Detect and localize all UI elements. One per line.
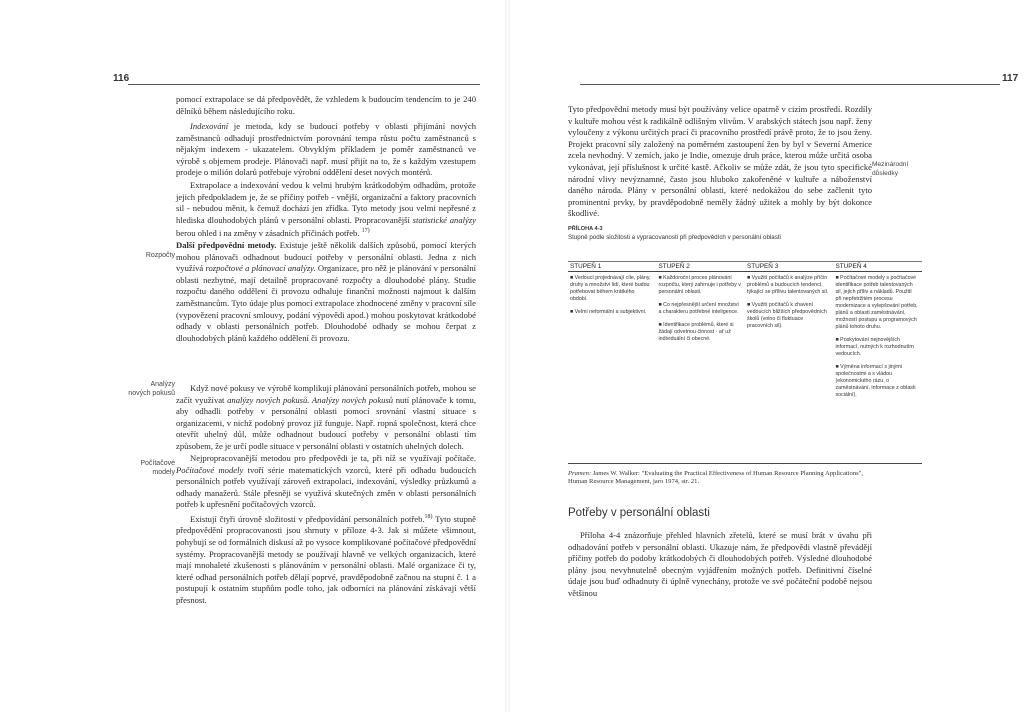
paragraph-other-methods: Další předpovědní metody. Existuje ještě několik dalších způsobů, pomocí kterých mohou plánovači odhadnout budoucí potřeby v personální oblasti. Jedna z nich využívá rozpočtové a plánovací analýzy. Organizace, pro něž je plánování v personální oblasti nezbytné, mají detailně propracované rozpočty a dlouhodobé plány. Studie rozpočtu daného oddělení či provozu odhaluje finanční možnosti najmout k dalším zaměstnancům. Tyto údaje plus pomocí extrapolace zhodnocené změny v pracovní síle (vypovězení pracovní smlouvy, podání výpovědi apod.) mohou poskytovat krátkodobé odhady v oblasti personálních potřeb. Dlouhodobé odhady se mohou čerpat z dlouhodobých plánů každého oddělení či provozu. — [176, 240, 477, 343]
page-number: 116 — [113, 73, 130, 84]
level-1-cell — [568, 272, 657, 406]
header-rule — [128, 84, 480, 85]
table-bottom-rule — [568, 463, 922, 464]
paragraph-rough-estimates: Extrapolace a indexování vedou k velmi hrubým krátkodobým odhadům, protože jejich předpokladem je, že se příčiny potřeb - vnější, organizační a faktory pracovních sil - nebudou měnit, k čemuž dochází jen zřídka. Tyto metody jsou velmi nepřesné z hlediska dlouhodobých plánů v personální oblasti. Propracovanější statistické analýzy berou ohled i na změny v zásadních příčinách potřeb. $^{17)}$ — [176, 180, 476, 239]
list-item: ■ Využití počítačů k analýze příčin problémů a budoucích tendencí, týkající se přílivu talentovaných sil. — [747, 275, 829, 295]
list-item: ■ Velmi neformální a subjektivní. — [570, 309, 647, 315]
level-4-cell — [834, 272, 923, 406]
levels-table — [568, 261, 922, 405]
paragraph-indexing: Indexování je metoda, kdy se budoucí potřeby v oblasti přijímání nových zaměstnanců odhadují prostřednictvím porovnání tempa růstu počtu zaměstnanců s nějakým indexem - ukazatelem. Obvyklým příkladem je poměr zaměstnanců ve výrobě s objemem prodeje. Plánovači např. musí přijít na to, že s každým vzestupem prodeje o milión dolarů potřebuje výrobní oddělení deset nových montérů. — [176, 121, 476, 178]
list-item: ■ Počítačové modely s počítačové identifikace potřeb talentovaných sil, jejich příliv a nákladů. Použití při nepřetržitém procesu modernizace a vylepšování potřeb, plánů a oblasti zaměstnávání, možností postupu a programových plánů tohoto druhu. — [835, 275, 918, 330]
list-item: ■ Využití počítačů k zhavení vedoucích bližších předpovědních školů (volno či fluktuace pracovních sil). — [747, 302, 827, 329]
header-level-3: STUPEŇ 3 — [745, 262, 834, 272]
table-source: Pramen: James W. Walker: "Evaluating the Practical Effectiveness of Human Resource Planning Applications", Human Resource Management, jaro 1974, str. 21. — [568, 470, 864, 486]
header-level-2: STUPEŇ 2 — [657, 262, 746, 272]
paragraph-four-levels: Existují čtyři úrovně složitosti v předpovídání personálních potřeb.$^{18)}$ Tyto stupně předpovědění propracovanosti jsou shrnuty v příloze 4-3. Jak si můžete všimnout, pohybují se od formálních diskusí až po vysoce komplikované počítačové předpovědní systémy. Propracovanější metody se používají hlavně ve velkých organizacích, které mají mnohaleté zkušenosti s plánováním v personální oblasti. Malé organizace či ty, které odhad personálních potřeb dělají poprvé, pravděpodobně začnou na stupni č. 1 a postupují k ostatním stupňům podle toho, jak odborníci na plánování získávají větší přesnost. — [176, 513, 476, 606]
list-item: ■ Každoroční proces plánování rozpočtu, který zahrnuje i potřeby v personální oblasti. — [658, 275, 741, 295]
paragraph-needs: Příloha 4-4 znázorňuje přehled hlavních zřetelů, které se musí brát v úvahu při odhadování potřeb v personální oblasti. Ukazuje nám, že předpovědi vlastně převádějí příčiny potřeb do podoby krátkodobých či dlouhodobých potřeb. Výsledné dlouhodobé plány jsou nevyhnutelně obecným vyjádřením možných potřeb. Definitivní číselné údaje jsou buď odhadnuty či úplně vynechány, protože ve své počáteční podobě nejsou většinou — [568, 530, 872, 598]
left-page — [0, 0, 505, 712]
section-title: Potřeby v personální oblasti — [568, 507, 710, 519]
paragraph-computer-models: Nejpropracovanější metodou pro předpovědi je ta, při níž se využívají počítače. Počítačové modely tvoří série matematických vzorců, které při odhadu budoucích personálních potřeb využívají zároveň extrapolaci, indexování, výsledky průzkumů a odhady manažerů. Stále přesněji se využívá skutečných změn v oblasti personálních potřeb k upřesnění počítačových vzorců. — [176, 453, 477, 510]
margin-note-pocitacove: Počítačové modely — [140, 460, 175, 476]
margin-note-analyzy: Analýzy nových pokusů — [128, 381, 175, 397]
header-level-4: STUPEŇ 4 — [834, 262, 923, 272]
level-3-cell — [745, 272, 834, 406]
paragraph-new-ventures: Když nové pokusy ve výrobě komplikují plánování personálních potřeb, mohou se začít využívat analýzy nových pokusů. Analýzy nových pokusů nutí plánovače k tomu, aby odhadli potřeby v personální oblasti pomocí srovnání vlastní situace s organizacemi, v nichž podobný provoz již funguje. Např. ropná společnost, která chce otevřít uhelný důl, může odhadnout budoucí potřeby v personální oblasti tím způsobem, že je určí podle situace v personální oblasti v ostatních uhelných dolech. — [176, 383, 476, 451]
table-caption: Stupně podle složitosti a vypracovanosti při předpovědích v personální oblasti — [568, 234, 781, 241]
list-item: ■ Co nejpřesnější určení množství a charakteru potřebné inteligence. — [658, 302, 739, 315]
paragraph-extrapolation: pomocí extrapolace se dá předpovědět, že vzhledem k budoucím tendencím to je 240 dělníků během následujícího roku. — [176, 94, 476, 116]
list-item: ■ Výměna informací s jinými společnostmi a s vládou (ekonomického rázu, o zaměstnávání, informace z oblasti sociální). — [835, 364, 916, 398]
margin-note-mezinarodni: Mezinárodní důsledky — [872, 161, 909, 177]
table-row — [568, 272, 922, 406]
table-header-row — [568, 262, 922, 272]
paragraph-foreign-environment: Tyto předpovědní metody musí být používány velice opatrně v cizím prostředí. Rozdíly v kultuře mohou vést k radikálně odlišným vlivům. V arabských státech jsou např. ženy vyloučeny z výkonu určitých prací či pracovního prostředí právě proto, že to jsou ženy. Projekt pracovní síly založený na poměrném zastoupení žen by byl v Severní Americe zcela nevhodný. V zemích, jako je Indie, omezuje druh práce, kterou může určitá osoba vykonávat, její příslušnost k určité kastě. Ačkoliv se může zdát, že jsou tyto specifické národní vlivy nevýznamné, často jsou hluboko zakořeněné v kultuře a náboženství daného národa. Plány v personální oblasti, které nedokážou do sebe začlenit tyto prominentní prvky, by pravděpodobně neměly žádný užitek a mohly by být dokonce škodlivé. — [568, 104, 872, 219]
header-level-1: STUPEŇ 1 — [568, 262, 657, 272]
list-item: ■ Identifikace problémů, které si žádají odvetnou činnost - ať už individuální či obecné. — [658, 322, 734, 342]
margin-note-rozpocty: Rozpočty — [145, 252, 175, 259]
list-item: ■ Poskytování nejnovějších informací, nutných k rozhodnutím vedoucích. — [835, 337, 914, 357]
page-number-right: 117 — [1002, 73, 1019, 84]
list-item: ■ Vedoucí projednávají cíle, plány, druhy a množství lidí, které budou potřebovat během krátkého období. — [570, 275, 651, 302]
header-rule-right — [580, 84, 1000, 85]
table-label: PŘÍLOHA 4-3 — [568, 226, 603, 232]
level-2-cell — [657, 272, 746, 406]
